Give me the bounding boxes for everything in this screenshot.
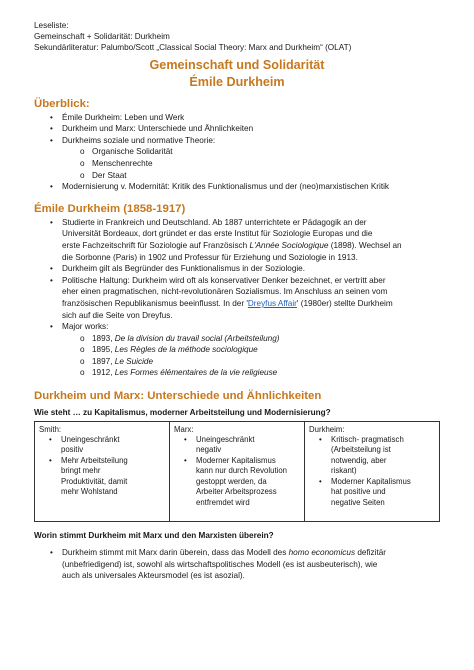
biography-list bbox=[34, 217, 440, 379]
reading-list-header bbox=[34, 20, 440, 54]
secondary-literature: Sekundärliteratur: Palumbo/Scott „Classical Social Theory: Marx and Durkheim“ (OLAT) bbox=[34, 43, 352, 53]
durkheim-column bbox=[305, 422, 439, 521]
column-item: • Moderner Kapitalismus kann nur durch Revolution gestoppt werden, da Arbeiter Arbeitsprozess entfremdet wird bbox=[184, 455, 288, 507]
work-item: o 1895, Les Règles de la méthode sociologique bbox=[80, 345, 258, 355]
sub-list-item: o Der Staat bbox=[80, 170, 127, 180]
question-2: Worin stimmt Durkheim mit Marx und den Marxisten überein? bbox=[34, 531, 274, 541]
column-item: • Moderner Kapitalismus hat positive und negative Seiten bbox=[319, 476, 411, 507]
question-1: Wie steht … zu Kapitalismus, moderner Arbeitsteilung und Modernisierung? bbox=[34, 408, 331, 418]
column-item: • Uneingeschränkt negativ bbox=[184, 435, 255, 455]
reading-list-topic: Gemeinschaft + Solidarität: Durkheim bbox=[34, 32, 170, 42]
comparison-table bbox=[34, 421, 440, 522]
overview-heading: Überblick: bbox=[34, 97, 90, 110]
comparison-heading: Durkheim und Marx: Unterschiede und Ähnlichkeiten bbox=[34, 390, 322, 403]
column-item: • Mehr Arbeitsteilung bringt mehr Produktivität, damit mehr Wohlstand bbox=[49, 455, 128, 497]
work-item: o 1912, Les Formes élémentaires de la vie religieuse bbox=[80, 368, 278, 378]
list-item: • Studierte in Frankreich und Deutschland. Ab 1887 unterrichtete er Pädagogik an der Universität Bordeaux, dort gründet er das erste Institut für Soziologie Europas und die erste Fachzeitschrift für Soziologie auf Französisch L'Année Sociologique (1898). Wechsel an die Sorbonne (Paris) in 1902 und Professur für Erziehung und Soziologie in 1913. bbox=[50, 217, 402, 262]
homo-economicus-term: homo economicus bbox=[288, 548, 356, 558]
list-item: • Modernisierung v. Modernität: Kritik des Funktionalismus und der (neo)marxistischen Kritik bbox=[50, 182, 390, 192]
document-subtitle: Émile Durkheim bbox=[189, 74, 285, 89]
list-item: • Politische Haltung: Durkheim wird oft als konservativer Denker bezeichnet, er vertritt aber eher einen pragmatischen, nicht-revolutionären Sozialismus. Im Anschluss an seinen vom französischen Republikanismus beeinflusst. In der 'Dreyfus Affair' (1980er) stellte Durkheim sich auf die Seite von Dreyfus. bbox=[50, 275, 393, 320]
overview-list bbox=[34, 112, 440, 193]
column-label: Marx: bbox=[174, 425, 194, 435]
column-label: Durkheim: bbox=[309, 425, 345, 435]
list-item: • Durkheim und Marx: Unterschiede und Ähnlichkeiten bbox=[50, 124, 254, 134]
marx-column bbox=[170, 422, 305, 521]
list-item: • Durkheim gilt als Begründer des Funktionalismus in der Soziologie. bbox=[50, 264, 306, 274]
column-item: • Uneingeschränkt positiv bbox=[49, 435, 120, 455]
list-item: • Major works: bbox=[50, 322, 109, 332]
journal-title: L'Année Sociologique bbox=[249, 240, 329, 250]
list-item: • Durkheims soziale und normative Theorie: bbox=[50, 135, 216, 145]
dreyfus-affair-link[interactable]: Dreyfus Affair bbox=[247, 298, 297, 308]
work-item: o 1897, Le Suicide bbox=[80, 356, 154, 366]
column-label: Smith: bbox=[39, 425, 62, 435]
sub-list-item: o Organische Solidarität bbox=[80, 147, 173, 157]
work-item: o 1893, De la division du travail social (Arbeitsteilung) bbox=[80, 333, 280, 343]
biography-heading: Émile Durkheim (1858-1917) bbox=[34, 202, 186, 215]
list-item: • Durkheim stimmt mit Marx darin überein, dass das Modell des homo economicus defizitär (unbefriedigend) ist, sowohl als wirtschaftspolitisches Modell (es ist ausbeuterisch), wie auch als universales Akteursmodel (es ist asozial). bbox=[50, 548, 387, 581]
smith-column bbox=[35, 422, 170, 521]
list-item: • Émile Durkheim: Leben und Werk bbox=[50, 112, 185, 122]
column-item: • Kritisch- pragmatisch (Arbeitsteilung ist notwendig, aber riskant) bbox=[319, 435, 404, 476]
sub-list-item: o Menschenrechte bbox=[80, 158, 153, 168]
reading-list-label: Leseliste: bbox=[34, 21, 69, 30]
agreement-list bbox=[34, 547, 440, 582]
document-title: Gemeinschaft und Solidarität bbox=[149, 57, 325, 72]
